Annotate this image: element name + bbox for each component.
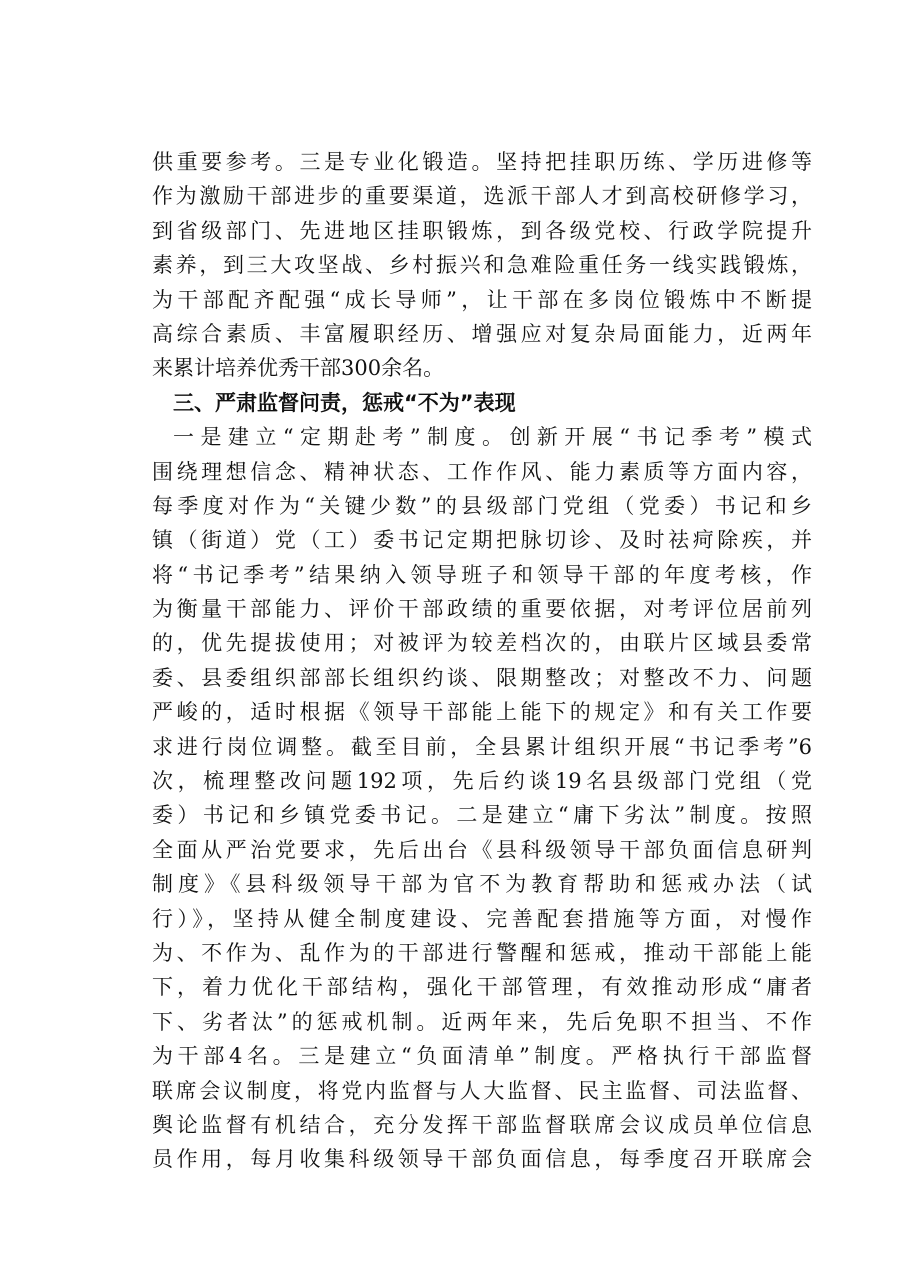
text-line: 联席会议制度，将党内监督与人大监督、民主监督、司法监督、 <box>152 1078 812 1103</box>
text-line: 次，梳理整改问题192项，先后约谈19名县级部门党组（党 <box>152 769 812 794</box>
text-line: 高综合素质、丰富履职经历、增强应对复杂局面能力，近两年 <box>152 321 812 346</box>
text-line: 严峻的，适时根据《领导干部能上能下的规定》和有关工作要 <box>152 700 812 725</box>
text-line: 委、县委组织部部长组织约谈、限期整改；对整改不力、问题 <box>152 665 812 690</box>
text-line: 素养，到三大攻坚战、乡村振兴和急难险重任务一线实践锻炼， <box>152 253 812 278</box>
text-line: 下、劣者汰”的惩戒机制。近两年来，先后免职不担当、不作 <box>152 1009 812 1034</box>
text-line: 来累计培养优秀干部300余名。 <box>152 356 445 381</box>
section-heading: 三、严肃监督问责，惩戒“不为”表现 <box>173 390 516 415</box>
text-line: 为干部4名。三是建立“负面清单”制度。严格执行干部监督 <box>152 1044 812 1069</box>
text-line: 一是建立“定期赴考”制度。创新开展“书记季考”模式 <box>173 425 812 450</box>
text-line: 舆论监督有机结合，充分发挥干部监督联席会议成员单位信息 <box>152 1112 812 1137</box>
text-line: 作为激励干部进步的重要渠道，选派干部人才到高校研修学习， <box>152 184 812 209</box>
text-line: 员作用，每月收集科级领导干部负面信息，每季度召开联席会 <box>152 1147 812 1172</box>
text-line: 将“书记季考”结果纳入领导班子和领导干部的年度考核，作 <box>152 562 812 587</box>
paragraph-continued <box>152 145 812 386</box>
text-line: 求进行岗位调整。截至目前，全县累计组织开展“书记季考”6 <box>152 734 812 759</box>
paragraph-supervision <box>152 420 812 1177</box>
text-line: 制度》《县科级领导干部为官不为教育帮助和惩戒办法（试 <box>152 872 812 897</box>
text-line: 供重要参考。三是专业化锻造。坚持把挂职历练、学历进修等 <box>152 150 812 174</box>
text-line: 全面从严治党要求，先后出台《县科级领导干部负面信息研判 <box>152 837 812 862</box>
text-line: 为衡量干部能力、评价干部政绩的重要依据，对考评位居前列 <box>152 597 812 622</box>
text-line: 委）书记和乡镇党委书记。二是建立“庸下劣汰”制度。按照 <box>152 803 812 828</box>
text-line: 镇（街道）党（工）委书记定期把脉切诊、及时祛疴除疾，并 <box>152 528 812 553</box>
text-line: 为干部配齐配强“成长导师”，让干部在多岗位锻炼中不断提 <box>152 287 812 312</box>
text-line: 行）》，坚持从健全制度建设、完善配套措施等方面，对慢作 <box>152 906 812 931</box>
text-line: 到省级部门、先进地区挂职锻炼，到各级党校、行政学院提升 <box>152 218 812 243</box>
document-body <box>152 145 812 1177</box>
text-line: 围绕理想信念、精神状态、工作作风、能力素质等方面内容， <box>152 459 812 484</box>
text-line: 的，优先提拔使用；对被评为较差档次的，由联片区域县委常 <box>152 631 812 656</box>
text-line: 下，着力优化干部结构，强化干部管理，有效推动形成“庸者 <box>152 975 812 1000</box>
text-line: 为、不作为、乱作为的干部进行警醒和惩戒，推动干部能上能 <box>152 940 812 965</box>
text-line: 每季度对作为“关键少数”的县级部门党组（党委）书记和乡 <box>152 493 812 518</box>
